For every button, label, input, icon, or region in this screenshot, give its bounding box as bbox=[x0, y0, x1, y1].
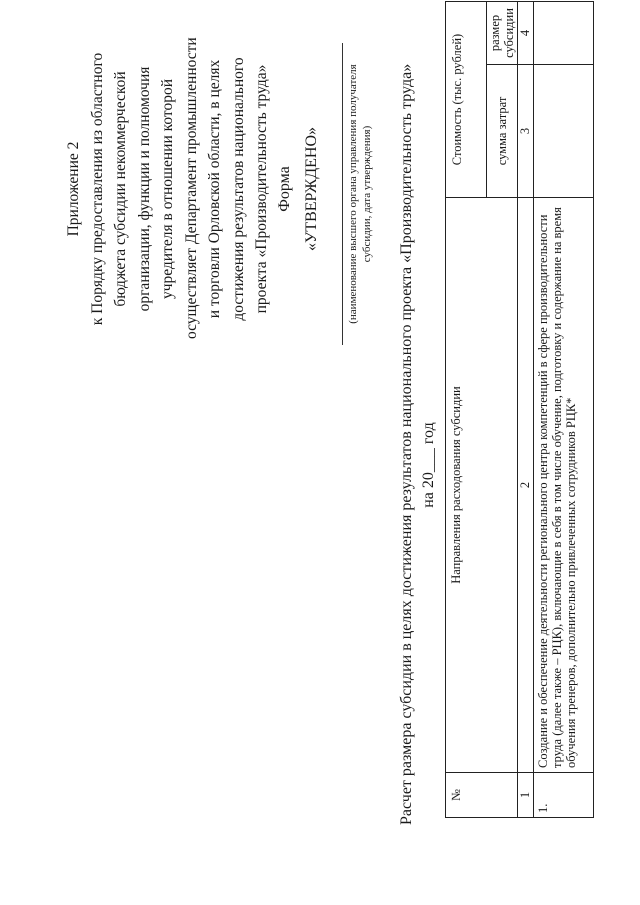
header-cost-total: сумма затрат bbox=[487, 65, 518, 198]
appendix-header bbox=[62, 39, 274, 339]
table-column-numbers-row bbox=[518, 2, 534, 818]
appendix-line: учредителя в отношении которой bbox=[159, 78, 176, 300]
appendix-line: осуществляет Департамент промышленности bbox=[182, 37, 200, 339]
signature-caption-line: субсидии, дата утверждения) bbox=[361, 125, 373, 263]
signature-caption bbox=[346, 43, 374, 345]
signature-caption-line: (наименование высшего органа управления получателя bbox=[347, 64, 359, 324]
document-title bbox=[396, 63, 440, 825]
row-cost-total bbox=[534, 65, 594, 198]
appendix-line: и торговли Орловской области, в целях bbox=[206, 59, 223, 319]
appendix-line: достижения результатов национального bbox=[229, 57, 247, 321]
title-line: Расчет размера субсидии в целях достижения результатов национального проекта «Производительность труда» bbox=[398, 63, 415, 825]
column-number-cell: 3 bbox=[518, 65, 534, 198]
header-number: № bbox=[446, 773, 518, 818]
column-number-cell: 2 bbox=[518, 198, 534, 773]
signature-line bbox=[342, 43, 343, 345]
appendix-line: бюджета субсидии некоммерческой bbox=[112, 71, 129, 307]
header-cost-group: Стоимость (тыс. рублей) bbox=[446, 2, 487, 198]
appendix-line: проекта «Производительность труда» bbox=[253, 64, 270, 314]
appendix-line: к Порядку предоставления из областного bbox=[88, 52, 106, 326]
appendix-line: организации, функции и полномочия bbox=[135, 66, 153, 312]
row-subsidy-amount bbox=[534, 2, 594, 65]
subsidy-table bbox=[445, 1, 594, 818]
header-direction: Направления расходования субсидии bbox=[446, 198, 518, 773]
approved-label: «УТВЕРЖДЕНО» bbox=[303, 127, 320, 252]
form-label: Форма bbox=[276, 166, 293, 212]
table-row bbox=[534, 2, 594, 818]
title-line: на 20___ год bbox=[420, 422, 437, 508]
appendix-line: Приложение 2 bbox=[65, 141, 82, 237]
column-number-cell: 4 bbox=[518, 2, 534, 65]
column-number-cell: 1 bbox=[518, 773, 534, 818]
header-subsidy-amount: размер субсидии bbox=[487, 2, 518, 65]
row-direction: Создание и обеспечение деятельности регионального центра компетенций в сфере производительности труда (далее также – РЦК), включающие в себя в том числе обучение, подготовку и содержание на время обучения тренеров, дополнительно привлеченных сотрудников РЦК* bbox=[534, 198, 594, 773]
row-number: 1. bbox=[534, 773, 594, 818]
table-header-row bbox=[446, 2, 487, 818]
